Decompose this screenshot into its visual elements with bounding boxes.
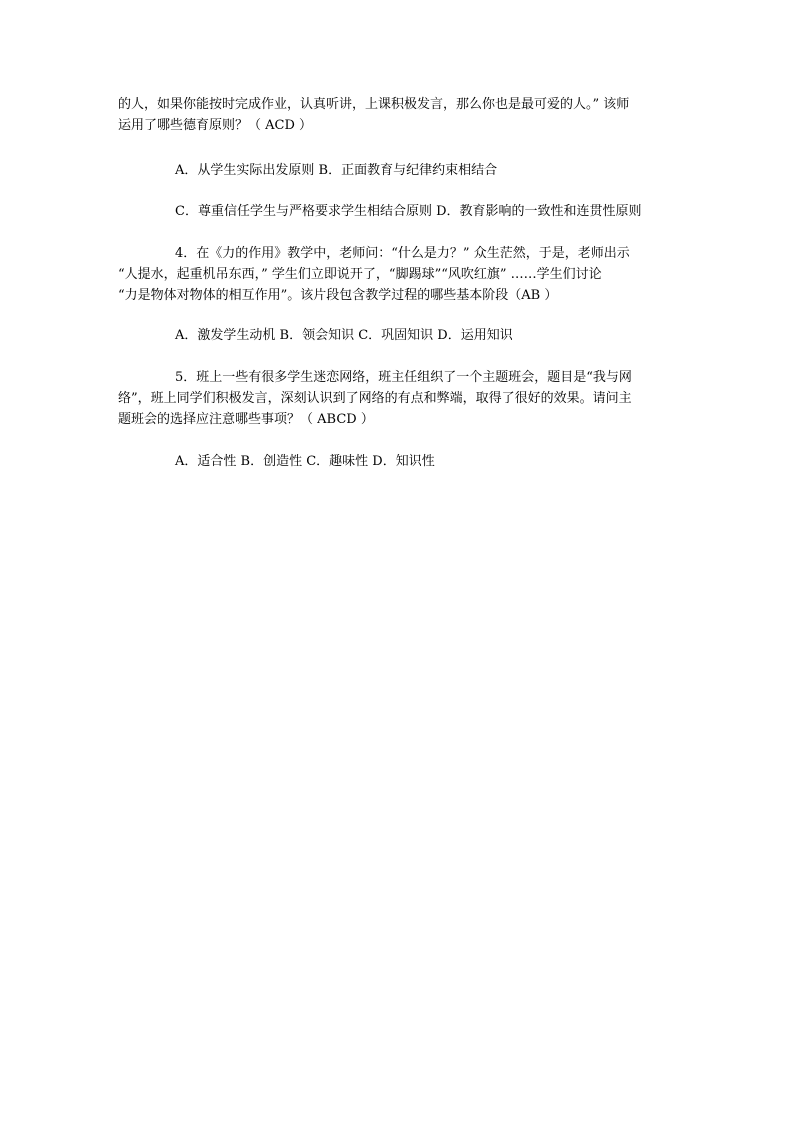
options-line: A．适合性 B．创造性 C．趣味性 D．知识性 — [175, 454, 435, 469]
question-4 — [118, 243, 678, 306]
question-4-options — [118, 325, 678, 346]
question-3-options-1 — [118, 160, 678, 181]
options-line: C．尊重信任学生与严格要求学生相结合原则 D．教育影响的一致性和连贯性原则 — [175, 204, 642, 219]
options-line: A．从学生实际出发原则 B．正面教育与纪律约束相结合 — [175, 163, 498, 178]
text-line: 题班会的选择应注意哪些事项？（ ABCD ） — [118, 412, 374, 427]
text-line: “人提水，起重机吊东西，” 学生们立即说开了，“脚踢球”“风吹红旗” ……学生们讨论 — [118, 267, 602, 282]
text-line: 4．在《力的作用》教学中，老师问：“什么是力？” 众生茫然，于是，老师出示 — [175, 246, 630, 261]
question-3-continuation — [118, 94, 678, 136]
text-line: “力是物体对物体的相互作用”。该片段包含教学过程的哪些基本阶段（AB ） — [118, 288, 558, 303]
question-5 — [118, 367, 678, 430]
text-line: 运用了哪些德育原则？（ ACD ） — [118, 118, 313, 133]
question-3-options-2 — [118, 201, 678, 222]
text-line: 5．班上一些有很多学生迷恋网络，班主任组织了一个主题班会，题目是“我与网 — [175, 370, 632, 385]
text-line: 的人，如果你能按时完成作业，认真听讲，上课积极发言，那么你也是最可爱的人。” 该师 — [118, 97, 630, 112]
text-line: 络”，班上同学们积极发言，深刻认识到了网络的有点和弊端，取得了很好的效果。请问主 — [118, 391, 632, 406]
question-5-options — [118, 451, 678, 472]
options-line: A．激发学生动机 B．领会知识 C．巩固知识 D．运用知识 — [175, 328, 513, 343]
